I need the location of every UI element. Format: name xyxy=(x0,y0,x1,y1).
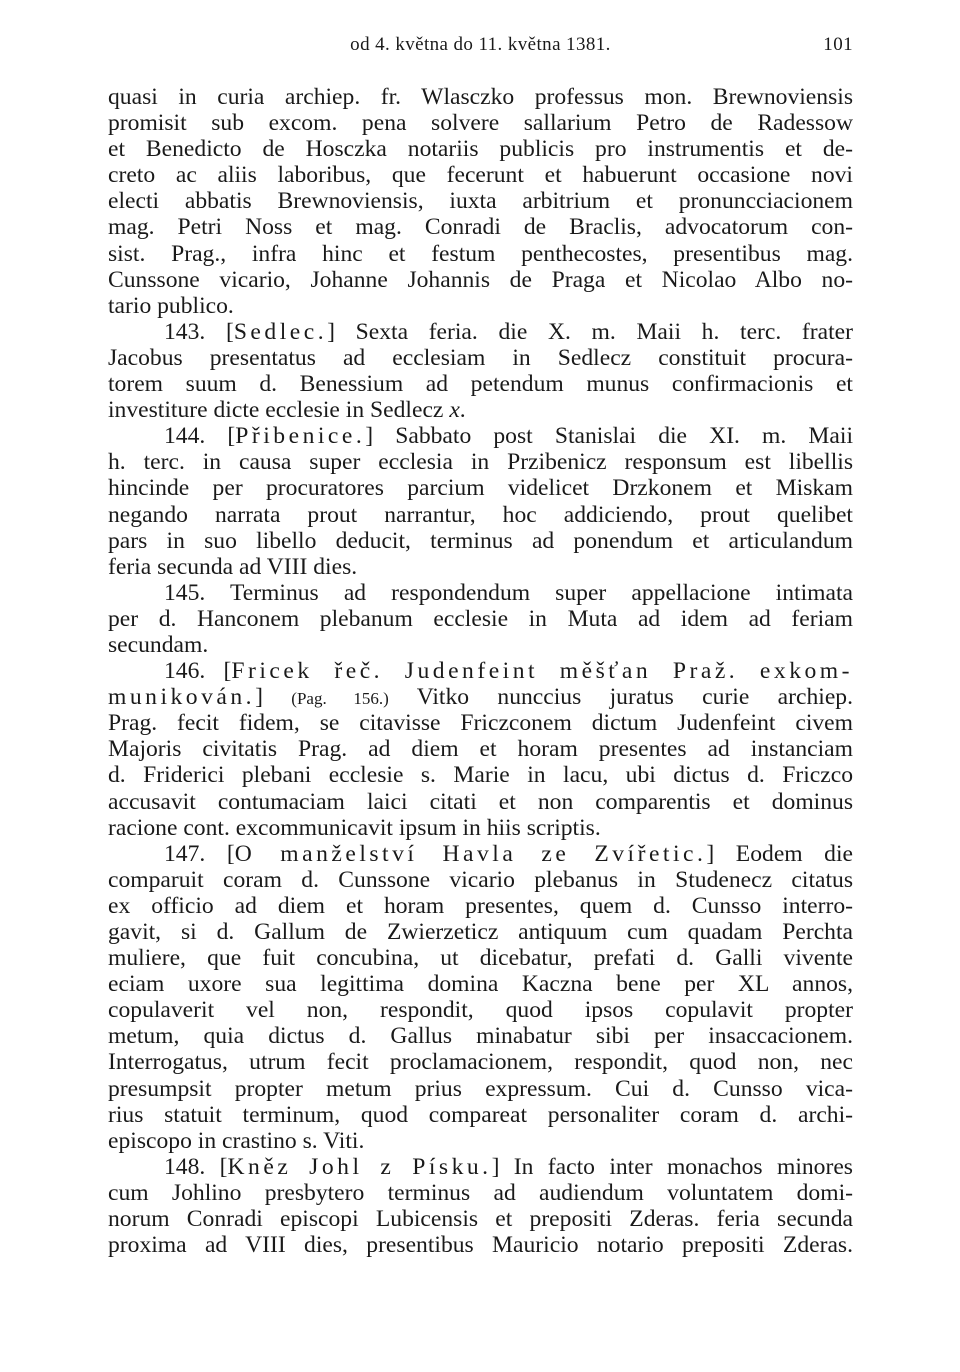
text-segment: torem suum d. Benessium ad petendum munus confirmacionis et xyxy=(108,371,853,398)
text-line xyxy=(108,1102,853,1128)
text-segment: mag. Petri Noss et mag. Conradi de Braclis, advocatorum con- xyxy=(108,214,853,241)
text-line xyxy=(108,1049,853,1075)
text-line xyxy=(108,658,853,684)
text-line xyxy=(108,684,853,710)
text-segment: electi abbatis Brewnoviensis, iuxta arbitrium et pronuncciacionem xyxy=(108,188,853,215)
text-line xyxy=(108,319,853,345)
text-segment: pars in suo libello deducit, terminus ad ponendum et articulandum xyxy=(108,527,853,554)
spaced-heading-text: Sedlec. xyxy=(233,318,328,345)
text-segment: muliere, que fuit concubina, ut dicebatur, prefati d. Galli vivente xyxy=(108,945,853,972)
text-line xyxy=(108,1076,853,1102)
text-line xyxy=(108,762,853,788)
text-line xyxy=(108,1023,853,1049)
text-segment: Majoris civitatis Prag. ad diem et horam presentes ad instanciam xyxy=(108,736,853,763)
text-segment: proxima ad VIII dies, presentibus Mauricio notario prepositi Zderas. xyxy=(108,1232,853,1259)
text-line xyxy=(108,580,853,606)
spaced-heading-text: Přibenice. xyxy=(235,423,366,450)
spaced-heading-text: Fricek řeč. Judenfeint měšťan Prаž. exkom- xyxy=(231,658,853,685)
text-segment: tario publico. xyxy=(108,292,234,319)
text-line xyxy=(108,710,853,736)
document-page xyxy=(108,30,853,1258)
text-line xyxy=(108,423,853,449)
text-segment: x xyxy=(449,397,460,424)
text-line xyxy=(108,789,853,815)
text-segment: et Benedicto de Hosczka notariis publicis pro instrumentis et de- xyxy=(108,136,853,163)
text-segment: ] Sabbato post Stanislai die XI. m. Maii xyxy=(365,423,853,450)
text-segment: cum Johlino presbytero terminus ad audiendum voluntatem domi- xyxy=(108,1179,853,1206)
text-segment: 148. [ xyxy=(164,1153,228,1180)
text-line xyxy=(108,867,853,893)
text-segment: Cunssone vicario, Johanne Johannis de Praga et Nicolao Albo no- xyxy=(108,266,853,293)
text-line xyxy=(108,241,853,267)
text-segment: rius statuit terminum, quod compareat personaliter coram d. archi- xyxy=(108,1101,853,1128)
text-segment: ] Sexta feria. die X. m. Maii h. terc. frater xyxy=(327,318,853,345)
running-header xyxy=(108,30,853,66)
text-segment: Jacobus presentatus ad ecclesiam in Sedlecz constituit procura- xyxy=(108,344,853,371)
text-segment: eciam uxore sua legittima domina Kaczna bene per XL annos, xyxy=(108,971,853,998)
text-line xyxy=(108,1206,853,1232)
text-line xyxy=(108,188,853,214)
text-segment: negando narrata prout narrantur, hoc addiciendo, prout quelibet xyxy=(108,501,853,528)
text-segment: gavit, si d. Gallum de Zwierzeticz antiquum cum quadam Perchta xyxy=(108,919,853,945)
text-segment: (Pag. 156.) xyxy=(291,689,389,709)
text-segment: feria secunda ad VIII dies. xyxy=(108,553,358,580)
text-line xyxy=(108,632,853,658)
text-segment: comparuit coram d. Cunssone vicario plebanus in Studenecz citatus xyxy=(108,866,853,893)
spaced-heading-text: munikován. xyxy=(108,684,256,711)
text-line xyxy=(108,345,853,371)
text-segment: racione cont. excommunicavit ipsum in hiis scriptis. xyxy=(108,814,601,841)
text-segment: ] xyxy=(255,684,292,711)
text-segment: 143. [ xyxy=(164,318,234,345)
text-segment: secundam. xyxy=(108,631,209,658)
text-segment: accusavit contumaciam laici citati et non comparentis et dominus xyxy=(108,788,853,815)
text-line xyxy=(108,1128,853,1154)
text-line xyxy=(108,293,853,319)
text-segment: per d. Hanconem plebanum ecclesie in Muta ad idem ad feriam xyxy=(108,605,853,632)
text-segment: investiture dicte ecclesie in Sedlecz xyxy=(108,397,450,424)
text-line xyxy=(108,214,853,240)
text-segment: creto ac aliis laboribus, que fecerunt et habuerunt occasione novi xyxy=(108,162,853,189)
text-line xyxy=(108,449,853,475)
text-line xyxy=(108,1232,853,1258)
text-segment: ex officio ad diem et horam presentes, quem d. Cunsso interro- xyxy=(108,892,853,919)
text-line xyxy=(108,267,853,293)
text-line xyxy=(108,110,853,136)
text-line xyxy=(108,971,853,997)
page-number: 101 xyxy=(823,34,853,55)
text-segment: hincinde per procuratores parcium videlicet Drzkonem et Miskam xyxy=(108,475,853,502)
text-segment: promisit sub excom. pena solvere sallarium Petro de Radessow xyxy=(108,110,853,137)
text-segment: ] In facto inter monachos minores xyxy=(491,1153,853,1180)
text-segment: Prag. fecit fidem, se citavisse Friczconem dictum Judenfeint civem xyxy=(108,710,853,737)
text-line xyxy=(108,736,853,762)
text-segment: 147. [ xyxy=(164,840,235,867)
page-header-title: od 4. května do 11. května 1381. xyxy=(350,34,611,55)
text-segment: Interrogatus, utrum fecit proclamacionem, respondit, quod non, nec xyxy=(108,1049,853,1076)
text-segment: 144. [ xyxy=(164,423,236,450)
text-segment: presumpsit propter metum prius expressum. Cui d. Cunsso vica- xyxy=(108,1075,853,1102)
text-segment: norum Conradi episcopi Lubicensis et prepositi Zderas. feria secunda xyxy=(108,1206,853,1233)
text-line xyxy=(108,371,853,397)
text-line xyxy=(108,502,853,528)
text-segment: quasi in curia archiep. fr. Wlasczko professus mon. Brewnoviensis xyxy=(108,84,853,110)
text-segment: copulaverit vel non, respondit, quod ipsos copulavit propter xyxy=(108,997,853,1024)
text-line xyxy=(108,136,853,162)
text-segment: 146. [ xyxy=(164,658,232,685)
text-line xyxy=(108,893,853,919)
text-line xyxy=(108,162,853,188)
text-segment: Vitko nunccius juratus curie archiep. xyxy=(388,684,853,711)
text-line xyxy=(108,919,853,945)
text-segment: h. terc. in causa super ecclesia in Przibenicz responsum est libellis xyxy=(108,449,853,476)
text-segment: sist. Prag., infra hinc et festum penthecostes, presentibus mag. xyxy=(108,240,853,267)
text-line xyxy=(108,815,853,841)
text-line xyxy=(108,475,853,501)
text-segment: ] Eodem die xyxy=(706,840,853,867)
text-segment: . xyxy=(459,397,466,424)
text-segment: episcopo in crastino s. Viti. xyxy=(108,1127,365,1154)
text-line xyxy=(108,606,853,632)
spaced-heading-text: O manželství Havla ze Zvířetic. xyxy=(234,840,707,867)
text-line xyxy=(108,997,853,1023)
text-line xyxy=(108,1154,853,1180)
text-segment: d. Friderici plebani ecclesie s. Marie in lacu, ubi dictus d. Friczco xyxy=(108,762,853,789)
document-body xyxy=(108,84,853,1258)
spaced-heading-text: Kněz Johl z Písku. xyxy=(227,1153,492,1180)
text-segment: metum, quia dictus d. Gallus minabatur sibi per insaccacionem. xyxy=(108,1023,853,1050)
text-line xyxy=(108,1180,853,1206)
text-line xyxy=(108,397,853,423)
text-line xyxy=(108,84,853,110)
text-line xyxy=(108,841,853,867)
text-line xyxy=(108,554,853,580)
text-line xyxy=(108,528,853,554)
text-line xyxy=(108,945,853,971)
text-segment: 145. Terminus ad respondendum super appellacione intimata xyxy=(164,579,853,606)
